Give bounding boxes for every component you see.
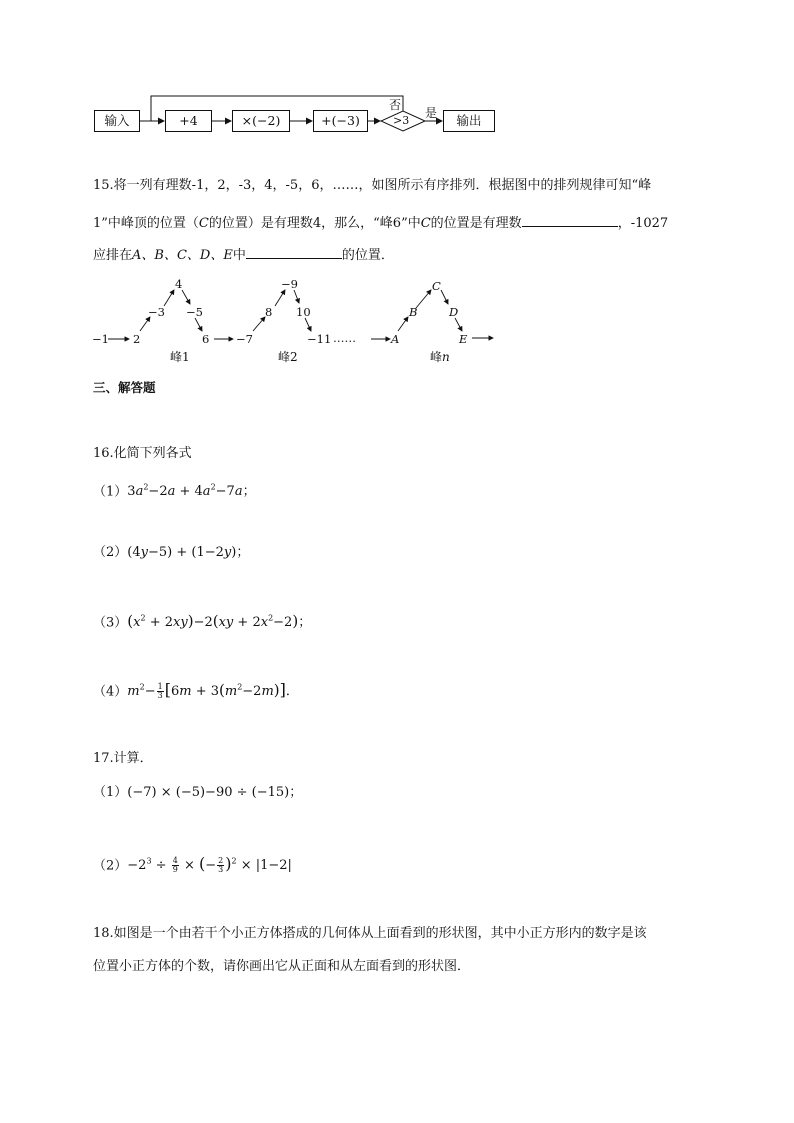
peak-label-n-prefix: 峰 xyxy=(430,350,443,364)
q15-line3-a: 应排在 xyxy=(93,248,133,263)
q16-part4-expression: $m^2-$ $\frac{1}{3}$ $[6m + 3(m^2-2m)]$． xyxy=(127,680,299,701)
flow-output-label: 输出 xyxy=(456,113,482,128)
q16-part3-expression: $(x^2 + 2xy)-2(xy + 2x^2-2)$； xyxy=(127,612,312,631)
peak-number-m9: −9 xyxy=(281,277,298,291)
peak-letter-d: D xyxy=(449,305,459,319)
peak-number-2: 2 xyxy=(133,332,141,346)
q16-part2-number: （2） xyxy=(93,545,128,560)
q16-part3 xyxy=(93,609,311,633)
q15-line2-c: 的位置）是有理数4，那么，“峰6”中 xyxy=(208,216,421,231)
peak-number-6: 6 xyxy=(202,332,210,346)
flow-step1-label: +4 xyxy=(179,113,198,128)
q15-answer-blank-1 xyxy=(522,212,618,227)
flow-step1-box xyxy=(165,110,212,132)
peak-letter-c: C xyxy=(432,279,441,293)
q15-line2-a: 1”中峰顶的位置（ xyxy=(93,216,199,231)
q18-line2: 位置小正方体的个数，请你画出它从正面和从左面看到的形状图． xyxy=(93,959,471,974)
peak-label-2: 峰2 xyxy=(278,350,298,364)
peak-dots: …… xyxy=(333,331,356,345)
peak-letter-a: A xyxy=(391,332,400,346)
flow-no-label: 否 xyxy=(389,98,402,112)
q15-line3-c: 中 xyxy=(232,248,246,263)
peaks-diagram xyxy=(88,276,498,368)
q17-title: 17.计算． xyxy=(93,751,153,766)
flow-condition-label: >3 xyxy=(393,114,410,127)
peaks-labels xyxy=(170,350,450,364)
q17-part2-number: （2） xyxy=(93,858,128,874)
peak-label-1: 峰1 xyxy=(170,350,190,364)
flow-input-box xyxy=(94,110,140,132)
q16-part1-number: （1） xyxy=(93,484,128,500)
section-heading: 三、解答题 xyxy=(93,380,156,395)
q17-part2-expression: $-2^3$ ÷ $\frac{4}{9}$ × (− $\frac{2}{3}$ )$^2$ × |1−2| xyxy=(127,854,292,875)
q15-line2-d: C xyxy=(420,216,431,231)
flow-step2-label: ×(−2) xyxy=(241,113,281,128)
q15-answer-blank-2 xyxy=(246,244,342,259)
q16-part1-expression: $3a^2-2a + 4a^2-7a$； xyxy=(127,483,256,500)
peaks-numbers xyxy=(92,277,468,346)
q15-line3-d: 的位置． xyxy=(341,248,394,263)
peak-number-m7: −7 xyxy=(236,332,253,346)
q15-line1-text: 15.将一列有理数-1，2，-3，4，-5，6，……，如图所示有序排列．根据图中的排列规律可知“峰 xyxy=(93,178,652,193)
peak-number-m1: −1 xyxy=(92,332,109,346)
q16-part2 xyxy=(93,543,249,563)
peak-label-n xyxy=(430,350,450,364)
q16-part4 xyxy=(93,678,299,702)
q18-line1: 18.如图是一个由若干个小正方体搭成的几何体从上面看到的形状图，其中小正方形内的数字是该 xyxy=(93,926,647,941)
peak-number-m3: −3 xyxy=(148,305,165,319)
q16-title: 16.化简下列各式 xyxy=(93,446,192,461)
peak-number-4: 4 xyxy=(175,277,183,291)
peak-label-n-var: n xyxy=(442,350,450,364)
q16-part1 xyxy=(93,478,256,502)
q16-part3-number: （3） xyxy=(93,615,128,631)
q15-line1 xyxy=(93,176,651,196)
q17-part1 xyxy=(93,783,302,803)
flow-step3-box xyxy=(313,110,368,132)
q15-line3 xyxy=(93,244,394,266)
q15-line2-b: C xyxy=(198,216,209,231)
peak-number-8: 8 xyxy=(265,305,273,319)
q17-part1-number: （1） xyxy=(93,785,128,800)
q16-part4-number: （4） xyxy=(93,684,128,700)
q17-part1-expression: (−7) × (−5)−90 ÷ (−15)； xyxy=(127,785,303,800)
peak-letter-b: B xyxy=(409,305,418,319)
flow-yes-label: 是 xyxy=(425,106,438,120)
q17-part2 xyxy=(93,852,292,876)
q16-part2-expression: (4y−5) + (1−2y)； xyxy=(127,545,250,560)
q15-line2 xyxy=(93,212,668,234)
peak-number-10: 10 xyxy=(296,305,311,319)
q15-line3-b: A、B、C、D、E xyxy=(132,248,233,263)
flow-input-label: 输入 xyxy=(104,113,130,128)
peak-number-m11: −11 xyxy=(307,332,332,346)
q15-line2-f: ，-1027 xyxy=(617,216,669,231)
peak-letter-e: E xyxy=(459,332,468,346)
flow-output-box xyxy=(443,110,495,132)
flow-step2-box xyxy=(232,110,290,132)
q15-line2-e: 的位置是有理数 xyxy=(430,216,522,231)
flow-step3-label: +(−3) xyxy=(321,113,360,128)
peak-number-m5: −5 xyxy=(186,305,203,319)
